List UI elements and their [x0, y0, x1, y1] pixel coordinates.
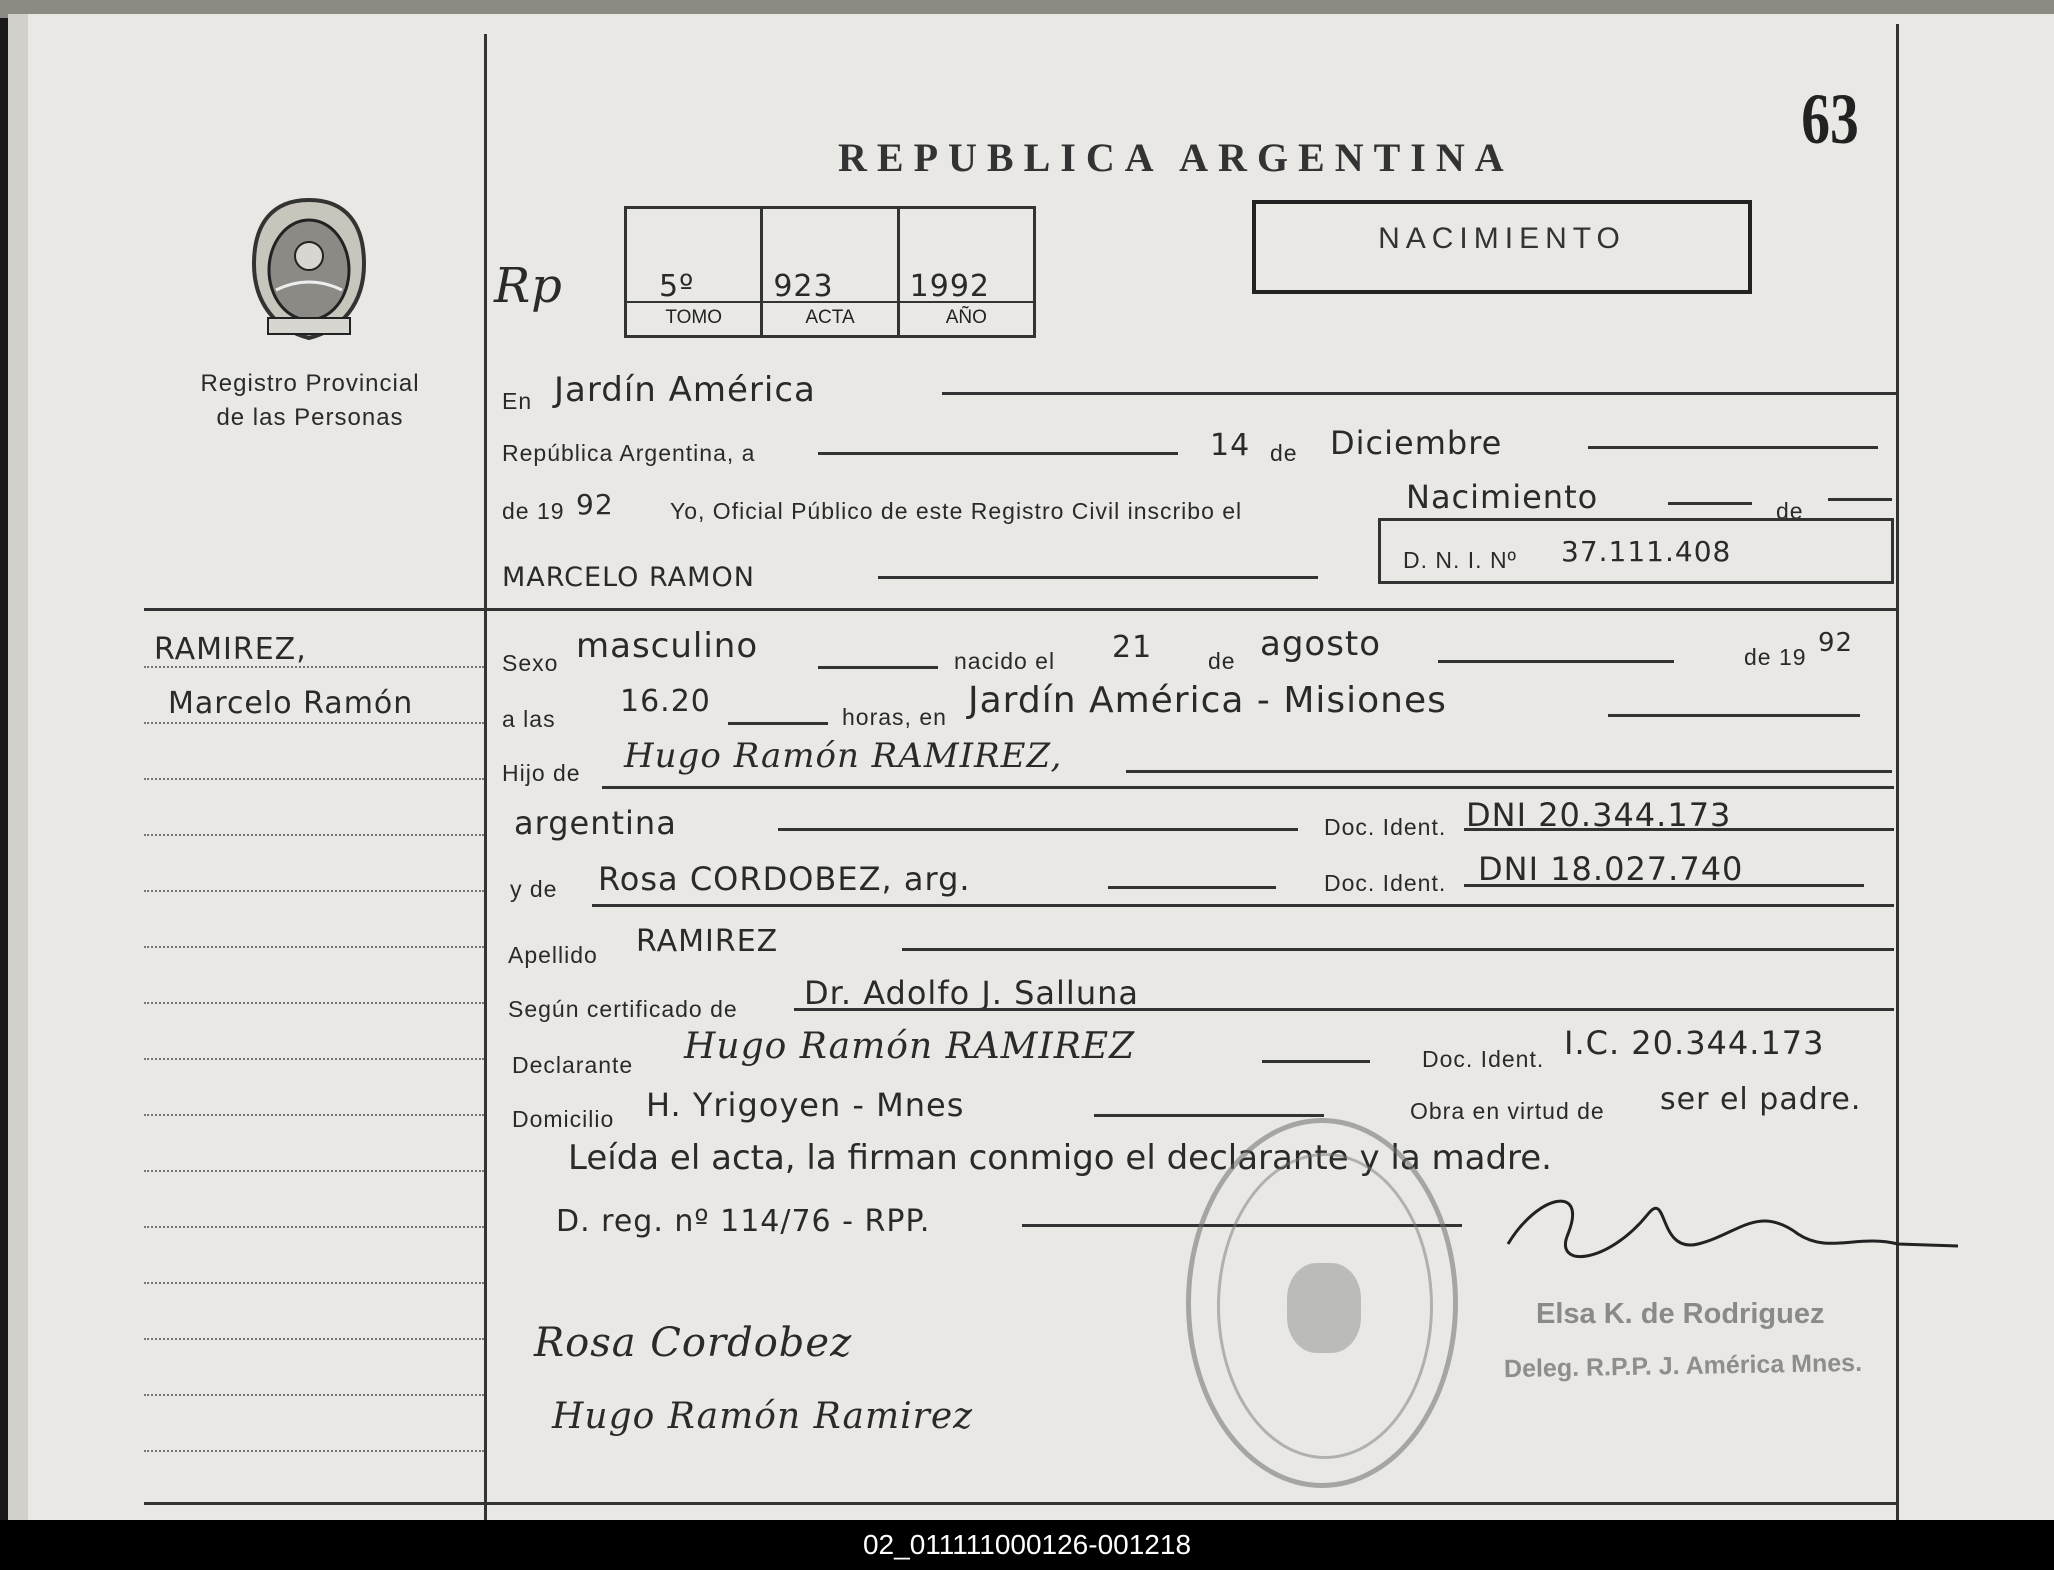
- year-prefix: de 19: [502, 498, 565, 524]
- father-nationality-value: argentina: [514, 804, 677, 842]
- ano-label: AÑO: [900, 301, 1033, 329]
- month-value: Diciembre: [1330, 424, 1503, 462]
- nationality-underline: [778, 828, 1298, 831]
- official-title: Deleg. R.P.P. J. América Mnes.: [1503, 1348, 1863, 1384]
- acta-value: 923: [773, 269, 834, 304]
- father-name-underline: [1126, 770, 1892, 773]
- record-id-table: [624, 206, 1036, 338]
- scan-footer-id: 02_011111000126-001218: [0, 1520, 2054, 1570]
- de-label-3: de: [1208, 648, 1236, 674]
- margin-line: [144, 1282, 484, 1284]
- margin-line: [144, 890, 484, 892]
- father-doc-underline: [1464, 828, 1894, 831]
- margin-line: [144, 1058, 484, 1060]
- doc-ident-label-1: Doc. Ident.: [1324, 814, 1447, 840]
- declarante-doc-value: I.C. 20.344.173: [1564, 1024, 1825, 1062]
- sexo-value: masculino: [576, 626, 759, 666]
- segun-underline: [794, 1008, 1894, 1011]
- ano-value: 1992: [909, 269, 991, 304]
- apellido-underline: [902, 948, 1894, 951]
- right-page-border: [1896, 24, 1899, 1520]
- official-signature: [1498, 1174, 1968, 1284]
- left-column-divider: [484, 34, 487, 1520]
- acta-label: ACTA: [763, 301, 896, 329]
- mother-name-value: Rosa CORDOBEZ, arg.: [598, 860, 971, 898]
- hour-underline: [728, 722, 828, 725]
- day-value: 14: [1210, 428, 1251, 463]
- official-stamp-emblem-icon: [1287, 1263, 1361, 1353]
- hijo-label: Hijo de: [502, 760, 581, 786]
- tomo-label: TOMO: [627, 301, 760, 329]
- declarante-value: Hugo Ramón RAMIREZ: [684, 1026, 1136, 1067]
- child-name-underline: [878, 576, 1318, 579]
- alas-label: a las: [502, 706, 556, 732]
- birth-month-underline: [1438, 660, 1674, 663]
- official-name: Elsa K. de Rodriguez: [1536, 1298, 1825, 1330]
- acta-cell: [763, 209, 899, 335]
- domicilio-underline: [1094, 1114, 1324, 1117]
- segun-value: Dr. Adolfo J. Salluna: [804, 974, 1139, 1012]
- obra-label: Obra en virtud de: [1410, 1098, 1605, 1124]
- republica-label: República Argentina, a: [502, 440, 756, 466]
- birth-place-value: Jardín América - Misiones: [968, 680, 1447, 721]
- domicilio-label: Domicilio: [512, 1106, 615, 1132]
- margin-line: [144, 1114, 484, 1116]
- margin-line: [144, 722, 484, 724]
- birth-year-suffix: 92: [1818, 628, 1854, 658]
- registry-name-line2: de las Personas: [216, 404, 404, 431]
- observation-line-1: Leída el acta, la firman conmigo el declarante y la madre.: [568, 1138, 1552, 1178]
- mother-name-underline: [1108, 886, 1276, 889]
- official-signature-stroke-icon: [1498, 1174, 1968, 1284]
- page-number: 63: [1801, 79, 1859, 159]
- country-title: REPUBLICA ARGENTINA: [838, 135, 1514, 180]
- sexo-label: Sexo: [502, 650, 559, 676]
- yde-label: y de: [510, 876, 558, 902]
- doc-ident-label-2: Doc. Ident.: [1324, 870, 1447, 896]
- en-underline: [942, 392, 1896, 395]
- domicilio-value: H. Yrigoyen - Mnes: [646, 1086, 965, 1124]
- page-binding-edge: [8, 14, 28, 1520]
- doc-ident-label-3: Doc. Ident.: [1422, 1046, 1545, 1072]
- section-divider: [144, 608, 1896, 611]
- apellido-label: Apellido: [508, 942, 598, 968]
- record-kind-underline: [1668, 502, 1752, 505]
- mother-doc-underline: [1464, 884, 1864, 887]
- declarante-label: Declarante: [512, 1052, 634, 1078]
- misiones-coat-of-arms-icon: [246, 194, 372, 344]
- margin-line: [144, 1170, 484, 1172]
- father-name-value: Hugo Ramón RAMIREZ,: [624, 736, 1063, 776]
- de-label-2: de: [1776, 498, 1804, 524]
- margin-line: [144, 666, 484, 668]
- year-suffix: 92: [576, 488, 614, 521]
- margin-surname: RAMIREZ,: [154, 632, 307, 667]
- province-seal: [246, 194, 372, 344]
- tomo-value: 5º: [659, 269, 695, 304]
- mother-signature: Rosa Cordobez: [534, 1320, 853, 1366]
- father-name-underline-2: [602, 786, 1894, 789]
- de2-underline: [1828, 498, 1892, 501]
- birth-year-prefix: de 19: [1744, 644, 1807, 670]
- official-stamp: [1186, 1118, 1458, 1488]
- mother-name-underline-2: [592, 904, 1894, 907]
- dni-value: 37.111.408: [1561, 535, 1732, 568]
- hour-value: 16.20: [620, 684, 711, 719]
- nacido-label: nacido el: [954, 648, 1056, 674]
- dni-box: [1378, 518, 1894, 584]
- month-underline: [1588, 446, 1878, 449]
- tomo-cell: [627, 209, 763, 335]
- mother-doc-value: DNI 18.027.740: [1478, 850, 1744, 888]
- margin-line: [144, 946, 484, 948]
- de-label-1: de: [1270, 440, 1298, 466]
- registry-name-line1: Registro Provincial: [200, 370, 420, 397]
- ano-cell: [900, 209, 1033, 335]
- father-doc-value: DNI 20.344.173: [1466, 796, 1732, 834]
- obra-value: ser el padre.: [1660, 1082, 1862, 1117]
- child-name-value: MARCELO RAMON: [502, 562, 755, 593]
- record-type-box: [1252, 200, 1752, 294]
- observation-line-2: D. reg. nº 114/76 - RPP.: [556, 1204, 931, 1239]
- margin-line: [144, 1226, 484, 1228]
- republica-underline: [818, 452, 1178, 455]
- birth-certificate-page: [8, 14, 2054, 1520]
- apellido-value: RAMIREZ: [636, 924, 779, 959]
- en-label: En: [502, 388, 533, 414]
- father-signature: Hugo Ramón Ramirez: [552, 1396, 974, 1437]
- en-value: Jardín América: [554, 370, 816, 410]
- record-kind-value: Nacimiento: [1406, 478, 1599, 516]
- dni-label: D. N. I. Nº: [1403, 547, 1517, 573]
- birth-day-value: 21: [1112, 630, 1153, 665]
- declarante-underline: [1262, 1060, 1370, 1063]
- record-type-label: NACIMIENTO: [1378, 222, 1626, 255]
- margin-line: [144, 1394, 484, 1396]
- margin-line: [144, 834, 484, 836]
- birth-place-underline: [1608, 714, 1860, 717]
- birth-month-value: agosto: [1260, 624, 1382, 664]
- bottom-rule: [144, 1502, 1896, 1505]
- margin-line: [144, 1450, 484, 1452]
- margin-line: [144, 1338, 484, 1340]
- margin-line: [144, 778, 484, 780]
- horas-label: horas, en: [842, 704, 947, 730]
- sexo-underline: [818, 666, 938, 669]
- margin-line: [144, 1002, 484, 1004]
- margin-mark: Rp: [494, 258, 563, 314]
- segun-label: Según certificado de: [508, 996, 738, 1022]
- margin-given-names: Marcelo Ramón: [168, 686, 414, 721]
- oficial-text: Yo, Oficial Público de este Registro Civil inscribo el: [670, 498, 1243, 524]
